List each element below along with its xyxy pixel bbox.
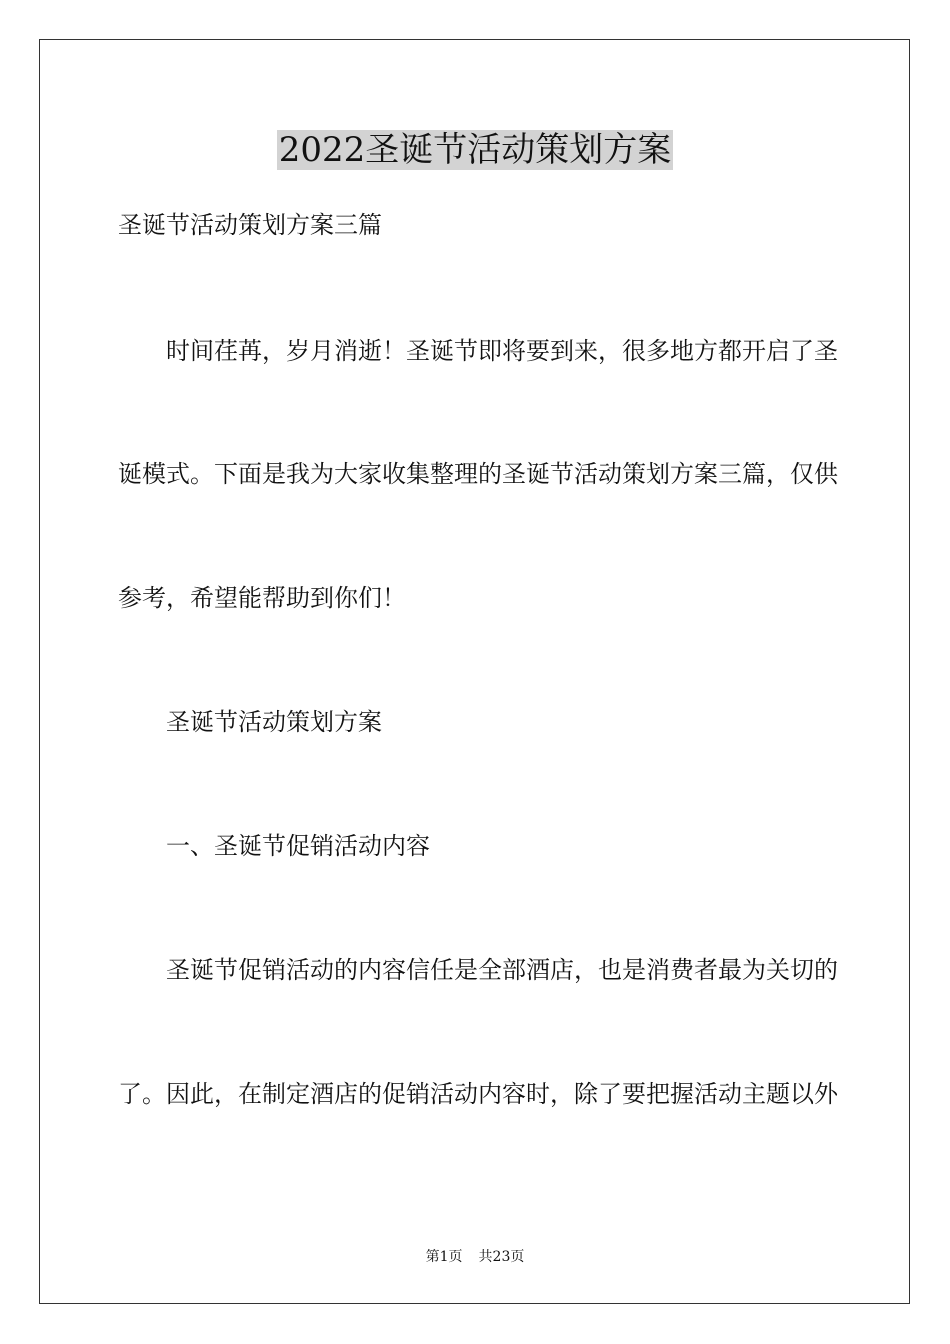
- section-heading: 圣诞节活动策划方案: [166, 708, 382, 736]
- paragraph-line-1: 时间荏苒，岁月消逝！圣诞节即将要到来，很多地方都开启了圣: [166, 337, 838, 365]
- page-number-current: 第1页: [425, 1249, 463, 1265]
- subsection-heading: 一、圣诞节促销活动内容: [166, 832, 430, 860]
- page-number-total: 共23页: [478, 1249, 525, 1265]
- paragraph-line-5: 了。因此，在制定酒店的促销活动内容时，除了要把握活动主题以外: [118, 1080, 838, 1108]
- subtitle-line: 圣诞节活动策划方案三篇: [118, 211, 382, 239]
- document-title-text: 2022圣诞节活动策划方案: [278, 130, 672, 170]
- paragraph-line-3: 参考，希望能帮助到你们！: [118, 584, 406, 612]
- page-footer: [0, 1247, 950, 1267]
- paragraph-line-4: 圣诞节促销活动的内容信任是全部酒店，也是消费者最为关切的: [166, 956, 838, 984]
- paragraph-line-2: 诞模式。下面是我为大家收集整理的圣诞节活动策划方案三篇，仅供: [118, 460, 838, 488]
- document-title: [0, 126, 950, 174]
